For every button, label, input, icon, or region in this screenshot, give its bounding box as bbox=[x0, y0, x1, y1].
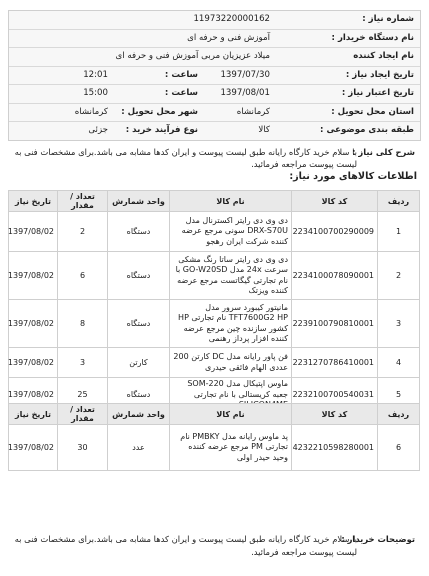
col-unit: واحد شمارش bbox=[108, 191, 170, 212]
row-number: 1 bbox=[378, 212, 420, 252]
created-date-value: 1397/07/30 bbox=[220, 69, 270, 80]
item-quantity: 30 bbox=[58, 425, 108, 471]
validity-date-label: تاریخ اعتبار نیاز : bbox=[341, 88, 414, 98]
item-quantity: 8 bbox=[58, 300, 108, 348]
col-item-name: نام کالا bbox=[170, 404, 292, 425]
city-label: شهر محل تحویل : bbox=[121, 106, 198, 117]
table-row bbox=[9, 300, 420, 348]
created-date-row bbox=[9, 67, 420, 86]
category-label: طبقه بندی موضوعی : bbox=[320, 125, 414, 135]
table-row bbox=[9, 425, 420, 471]
item-need-date: 1397/08/02 bbox=[9, 425, 58, 471]
col-row-number: ردیف bbox=[378, 191, 420, 212]
item-need-date: 1397/08/02 bbox=[9, 252, 58, 300]
item-quantity: 3 bbox=[58, 348, 108, 378]
created-time-label: ساعت : bbox=[164, 69, 198, 80]
col-need-date: تاریخ نیاز bbox=[9, 191, 58, 212]
item-code: 4232210598280001 bbox=[292, 425, 378, 471]
col-quantity: تعداد / مقدار bbox=[58, 191, 108, 212]
items-table-continued bbox=[8, 403, 420, 471]
created-date-label: تاریخ ایجاد نیاز : bbox=[345, 69, 414, 80]
buyer-label: نام دستگاه خریدار : bbox=[331, 32, 414, 43]
table-row bbox=[9, 212, 420, 252]
item-unit: دستگاه bbox=[108, 252, 170, 300]
col-row-number: ردیف bbox=[378, 404, 420, 425]
item-need-date: 1397/08/02 bbox=[9, 348, 58, 378]
item-unit: کارتن bbox=[108, 348, 170, 378]
row-number: 2 bbox=[378, 252, 420, 300]
items-table-header bbox=[9, 191, 420, 212]
item-unit: دستگاه bbox=[108, 212, 170, 252]
need-number-label: شماره نیاز : bbox=[362, 14, 414, 24]
item-name: دی وی دی رایتر اکسترنال مدل DRX-S70U سونی مرجع عرضه کننده شرکت ایران رهجو bbox=[170, 212, 292, 252]
creator-row bbox=[9, 48, 420, 67]
col-quantity: تعداد / مقدار bbox=[58, 404, 108, 425]
need-number-value: 11973220000162 bbox=[193, 14, 270, 24]
item-code: 2234100078090001 bbox=[292, 252, 378, 300]
row-number: 5 bbox=[378, 378, 420, 413]
table-row bbox=[9, 348, 420, 378]
delivery-row bbox=[9, 104, 420, 123]
description-text: با سلام خرید کارگاه رایانه طبق لیست پیوست و ایران کدها مشابه می باشد.برای مشخصات فنی به لیست پیوست مراجعه فرمائید. bbox=[14, 147, 357, 169]
city-value: کرمانشاه bbox=[74, 106, 108, 117]
items-table bbox=[8, 190, 420, 413]
item-need-date: 1397/08/02 bbox=[9, 212, 58, 252]
table-row bbox=[9, 252, 420, 300]
item-need-date: 1397/08/02 bbox=[9, 378, 58, 413]
creator-label: نام ایجاد کننده bbox=[353, 51, 414, 61]
validity-date-row bbox=[9, 85, 420, 104]
buyer-notes-text: با سلام خرید کارگاه رایانه طبق لیست پیوست و ایران کدها مشابه می باشد.برای مشخصات فنی به لیست پیوست مراجعه فرمائید. bbox=[14, 534, 357, 557]
process-label: نوع فرآیند خرید : bbox=[125, 125, 198, 135]
need-number-row bbox=[9, 11, 420, 30]
col-need-date: تاریخ نیاز bbox=[9, 404, 58, 425]
created-time-value: 12:01 bbox=[83, 69, 108, 80]
creator-value: میلاد عزیزیان مربی آموزش فنی و حرفه ای bbox=[115, 51, 270, 61]
col-item-code: کد کالا bbox=[292, 404, 378, 425]
item-code: 2239100790810001 bbox=[292, 300, 378, 348]
row-number: 4 bbox=[378, 348, 420, 378]
section-title: اطلاعات کالاهای مورد نیاز: bbox=[289, 171, 417, 182]
item-name: پد ماوس رایانه مدل PMBKY نام تجارتی PM مرجع عرضه کننده وحید حیدر اولی bbox=[170, 425, 292, 471]
province-value: کرمانشاه bbox=[236, 106, 270, 117]
buyer-notes-label: توضیحات خریدار : bbox=[341, 534, 415, 544]
col-unit: واحد شمارش bbox=[108, 404, 170, 425]
buyer-row bbox=[9, 30, 420, 49]
item-unit: عدد bbox=[108, 425, 170, 471]
need-info-panel bbox=[8, 10, 421, 141]
row-number: 3 bbox=[378, 300, 420, 348]
item-quantity: 2 bbox=[58, 212, 108, 252]
item-code: 2231270786410001 bbox=[292, 348, 378, 378]
validity-time-value: 15:00 bbox=[83, 88, 108, 98]
validity-date-value: 1397/08/01 bbox=[220, 88, 270, 98]
item-quantity: 6 bbox=[58, 252, 108, 300]
item-need-date: 1397/08/02 bbox=[9, 300, 58, 348]
item-unit: دستگاه bbox=[108, 378, 170, 413]
col-item-code: کد کالا bbox=[292, 191, 378, 212]
description-label: شرح کلی نیاز : bbox=[352, 147, 415, 157]
category-row bbox=[9, 122, 420, 140]
process-value: جزئی bbox=[88, 125, 108, 135]
item-name: دی وی دی رایتر ساتا رنگ مشکی سرعت 24x مدل GO-W20SD با نام تجارتی گیگاتست مرجع عرضه کننده ویزتک bbox=[170, 252, 292, 300]
item-name: مانیتور کیبورد سرور مدل TFT7600G2 HP نام تجارتی HP کشور سازنده چین مرجع عرضه کننده افزار پرداز رهنمی bbox=[170, 300, 292, 348]
item-code: 2232100700540031 bbox=[292, 378, 378, 413]
item-name: فن پاور رایانه مدل DC کارتن 200 عددی الهام فائقی حیدری bbox=[170, 348, 292, 378]
category-value: کالا bbox=[258, 125, 270, 135]
province-label: استان محل تحویل : bbox=[331, 106, 414, 117]
col-item-name: نام کالا bbox=[170, 191, 292, 212]
item-unit: دستگاه bbox=[108, 300, 170, 348]
item-code: 2234100700290009 bbox=[292, 212, 378, 252]
validity-time-label: ساعت : bbox=[164, 88, 198, 98]
item-quantity: 25 bbox=[58, 378, 108, 413]
item-name: ماوس اپتیکال مدل SOM-220 جعبه کریستالی با نام تجارتی bbox=[170, 378, 292, 413]
items-table-header bbox=[9, 404, 420, 425]
row-number: 6 bbox=[378, 425, 420, 471]
buyer-value: آموزش فنی و حرفه ای bbox=[187, 32, 270, 43]
